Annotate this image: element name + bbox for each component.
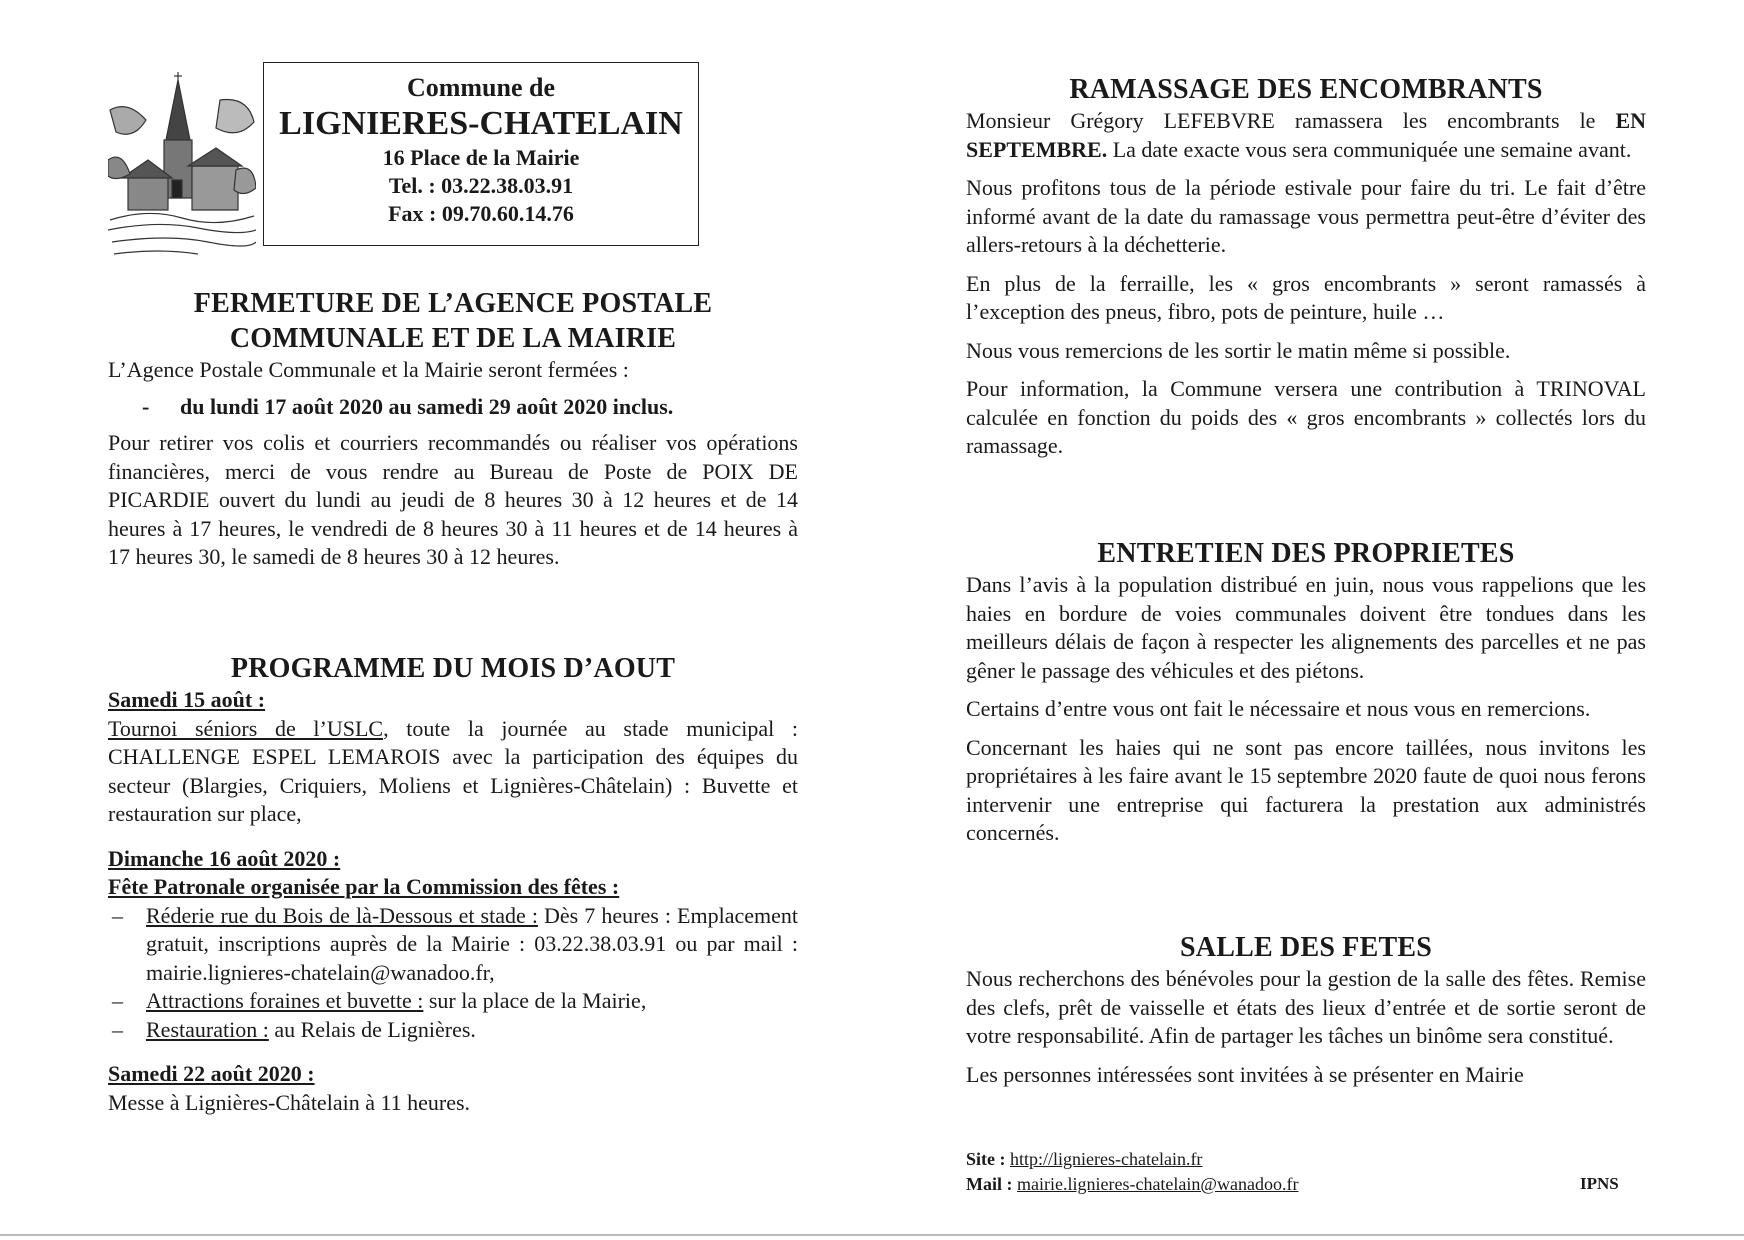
dash-bullet: – (112, 1016, 123, 1042)
entretien-p3: Concernant les haies qui ne sont pas encore taillées, nous invitons les propriétaires à les faire avant le 15 septembre 2020 faute de quoi nous ferons intervenir une entreprise qui facturera la prestation aux administrés concernés. (966, 734, 1646, 845)
ipns-label: IPNS (1580, 1174, 1619, 1193)
ramassage-p1-c: La date exacte vous sera communiquée une semaine avant. (1107, 136, 1632, 162)
church-illustration-icon (108, 70, 256, 260)
day2-label-text: Dimanche 16 août 2020 : (108, 845, 341, 871)
dash-bullet: – (112, 902, 123, 928)
entretien-title: ENTRETIEN DES PROPRIETES (1097, 538, 1515, 569)
day1-paragraph (108, 715, 798, 829)
header-address: 16 Place de la Mairie (382, 145, 580, 170)
dash-bullet: – (112, 988, 123, 1013)
day1-label (108, 686, 798, 715)
entretien-p2: Certains d’entre vous ont fait le nécessaire et nous vous en remercions. (966, 696, 1591, 721)
footer-site (966, 1147, 1646, 1172)
ramassage-p4: Nous vous remercions de les sortir le matin même si possible. (966, 337, 1511, 363)
section-entretien (966, 536, 1646, 848)
salle-p2: Les personnes intéressées sont invitées à se présenter en Mairie (966, 1061, 1524, 1087)
list-item (108, 902, 798, 988)
day2-label (108, 845, 798, 874)
item2-text: sur la place de la Mairie, (423, 988, 647, 1013)
day3-text: Messe à Lignières-Châtelain à 11 heures. (108, 1089, 471, 1115)
item1-label: Réderie rue du Bois de là-Dessous et stade : (146, 902, 538, 928)
day1-text: , toute la journée au stade municipal : CHALLENGE ESPEL LEMAROIS avec la participation des équipes du secteur (Blargies, Criquiers, Moliens et Lignières-Châtelain) : Buvette et restauration sur place, (108, 715, 798, 826)
page-bottom-divider (0, 1234, 1744, 1236)
section-programme (108, 651, 798, 1117)
site-link[interactable]: http://lignieres-chatelain.fr (1010, 1149, 1203, 1169)
fermeture-dates (142, 393, 798, 422)
salle-p1: Nous recherchons des bénévoles pour la gestion de la salle des fêtes. Remise des clefs, prêt de vaisselle et états des lieux d’entrée et de sortie seront de votre responsabilité. Afin de partager les tâches un binôme sera constitué. (966, 966, 1646, 1048)
item1-text: Dès 7 heures : Emplacement gratuit, inscriptions auprès de la Mairie : 03.22.38.03.91 ou par mail : mairie.lignieres-chatelain@wanadoo.fr, (146, 902, 798, 985)
day3-label-text: Samedi 22 août 2020 : (108, 1061, 315, 1086)
commune-header-box (263, 62, 699, 246)
site-label: Site : (966, 1149, 1006, 1169)
item2-label: Attractions foraines et buvette : (146, 988, 424, 1013)
footer-mail (966, 1172, 1646, 1197)
ramassage-p2: Nous profitons tous de la période estivale pour faire du tri. Le fait d’être informé avant de la date du ramassage vous permettra peut-être d’éviter des allers-retours à la déchetterie. (966, 175, 1646, 257)
header-fax: Fax : 09.70.60.14.76 (388, 201, 574, 226)
section-ramassage (966, 72, 1646, 461)
ramassage-p3: En plus de la ferraille, les « gros encombrants » seront ramassés à l’exception des pneus, fibro, pots de peinture, huile … (966, 270, 1646, 324)
header-tel: Tel. : 03.22.38.03.91 (388, 173, 574, 198)
mail-link[interactable]: mairie.lignieres-chatelain@wanadoo.fr (1017, 1174, 1299, 1194)
day1-label-text: Samedi 15 août : (108, 687, 266, 712)
list-item (108, 1016, 798, 1045)
day2-event (108, 873, 798, 902)
day3-label (108, 1060, 798, 1089)
item3-label: Restauration : (146, 1016, 269, 1042)
section-salle (966, 930, 1646, 1089)
entretien-p1: Dans l’avis à la population distribué en juin, nous vous rappelions que les haies en bordure de voies communales doivent être tondues dans les meilleurs délais de façon à respecter les alignements des parcelles et ne pas gêner le passage des véhicules et des piétons. (966, 572, 1646, 683)
ramassage-p1 (966, 107, 1646, 164)
fermeture-body: Pour retirer vos colis et courriers recommandés ou réaliser vos opérations financières, merci de vous rendre au Bureau de Poste de POIX DE PICARDIE ouvert du lundi au jeudi de 8 heures 30 à 12 heures et de 14 heures à 17 heures, le vendredi de 8 heures 30 à 11 heures et de 14 heures à 17 heures 30, le samedi de 8 heures 30 à 12 heures. (108, 430, 798, 569)
fermeture-title-line1: FERMETURE DE L’AGENCE POSTALE (193, 288, 713, 319)
ramassage-p1-a: Monsieur Grégory LEFEBVRE ramassera les encombrants le (966, 108, 1616, 133)
ramassage-p5: Pour information, la Commune versera une contribution à TRINOVAL calculée en fonction du poids des « gros encombrants » collectés lors du ramassage. (966, 376, 1646, 458)
fermeture-dates-text: du lundi 17 août 2020 au samedi 29 août 2020 inclus. (180, 393, 674, 419)
fermeture-intro: L’Agence Postale Communale et la Mairie seront fermées : (108, 357, 629, 382)
dash-bullet: - (142, 393, 150, 419)
ramassage-title: RAMASSAGE DES ENCOMBRANTS (1069, 74, 1543, 105)
header-commune-name: LIGNIERES-CHATELAIN (279, 105, 683, 142)
day2-event-text: Fête Patronale organisée par la Commission des fêtes : (108, 874, 620, 899)
programme-title: PROGRAMME DU MOIS D’AOUT (230, 653, 676, 684)
day1-event: Tournoi séniors de l’USLC (108, 715, 384, 741)
fermeture-title-line2: COMMUNALE ET DE LA MAIRIE (229, 323, 677, 354)
mail-label: Mail : (966, 1174, 1013, 1194)
section-fermeture (108, 286, 798, 572)
item3-text: au Relais de Lignières. (268, 1016, 476, 1042)
ramassage-p1-b: EN SEPTEMBRE. (966, 108, 1646, 162)
header-commune-de: Commune de (406, 73, 556, 102)
list-item (108, 987, 798, 1016)
salle-title: SALLE DES FETES (1180, 932, 1432, 963)
footer (966, 1147, 1646, 1197)
